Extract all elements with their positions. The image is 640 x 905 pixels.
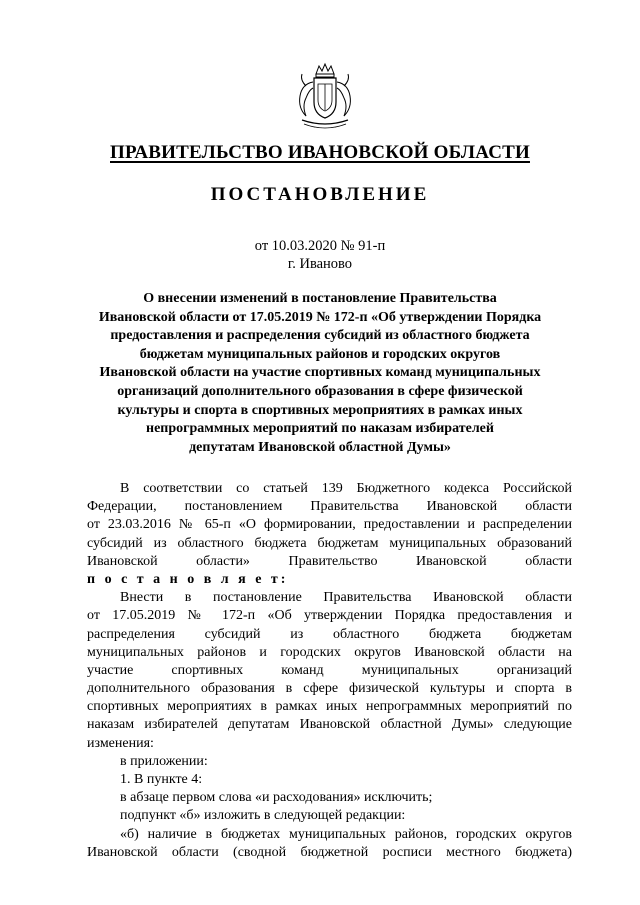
subject-line: культуры и спорта в спортивных мероприятиях в рамках иных bbox=[117, 402, 523, 418]
subject-line: бюджетам муниципальных районов и городских округов bbox=[139, 346, 501, 362]
subject-line: Ивановской области на участие спортивных команд муниципальных bbox=[99, 365, 541, 381]
body-line: В соответствии со статьей 139 Бюджетного кодекса Российской bbox=[120, 481, 572, 496]
body-line: Ивановской области» Правительство Ивановской области bbox=[87, 553, 572, 569]
body-line: от 17.05.2019 № 172-п «Об утверждении Порядка предоставления и bbox=[87, 608, 572, 624]
document-city: г. Иваново bbox=[287, 256, 353, 272]
body-line: изменения: bbox=[87, 735, 154, 751]
body-line: муниципальных районов и городских округов Ивановской области на bbox=[87, 644, 572, 660]
body-line: от 23.03.2016 № 65-п «О формировании, предоставлении и распределении bbox=[87, 517, 572, 533]
document-type: ПОСТАНОВЛЕНИЕ bbox=[210, 184, 430, 205]
coat-of-arms-icon bbox=[294, 62, 356, 134]
body-line: Федерации, постановлением Правительства Ивановской области bbox=[87, 499, 572, 515]
body-line: Ивановской области (сводной бюджетной росписи местного бюджета) bbox=[87, 844, 572, 860]
body-line: дополнительного образования в сфере физической культуры и спорта в bbox=[87, 681, 572, 697]
body-line: в абзаце первом слова «и расходования» исключить; bbox=[120, 790, 433, 806]
body-line: распределения субсидий из областного бюджета бюджетам bbox=[87, 626, 572, 642]
body-line: «б) наличие в бюджетах муниципальных районов, городских округов bbox=[120, 826, 572, 842]
document-date-number: от 10.03.2020 № 91-п bbox=[254, 238, 386, 254]
body-line: 1. В пункте 4: bbox=[120, 772, 203, 787]
body-line: наказам избирателей депутатам Ивановской областной Думы» следующие bbox=[87, 717, 572, 733]
government-name: ПРАВИТЕЛЬСТВО ИВАНОВСКОЙ ОБЛАСТИ bbox=[110, 142, 530, 163]
body-line: в приложении: bbox=[120, 753, 208, 769]
body-line: спортивных мероприятиях в рамках иных непрограммных мероприятий по bbox=[87, 699, 572, 715]
document-subject bbox=[80, 290, 560, 457]
subject-line: организаций дополнительного образования в сфере физической bbox=[117, 383, 523, 399]
body-line: субсидий из областного бюджета бюджетам муниципальных образований bbox=[87, 535, 572, 551]
body-line: участие спортивных команд муниципальных организаций bbox=[87, 662, 572, 678]
body-line: Внести в постановление Правительства Ивановской области bbox=[120, 590, 572, 606]
subject-line: О внесении изменений в постановление Правительства bbox=[143, 291, 497, 306]
resolves-word: п о с т а н о в л я е т: bbox=[87, 571, 289, 587]
document-body bbox=[87, 480, 572, 862]
subject-line: Ивановской области от 17.05.2019 № 172-п «Об утверждении Порядка bbox=[98, 309, 542, 325]
body-line: подпункт «б» изложить в следующей редакции: bbox=[120, 808, 406, 824]
subject-line: непрограммных мероприятий по наказам избирателей bbox=[146, 421, 494, 437]
subject-line: предоставления и распределения субсидий из областного бюджета bbox=[110, 328, 530, 344]
subject-line: депутатам Ивановской областной Думы» bbox=[189, 439, 451, 455]
